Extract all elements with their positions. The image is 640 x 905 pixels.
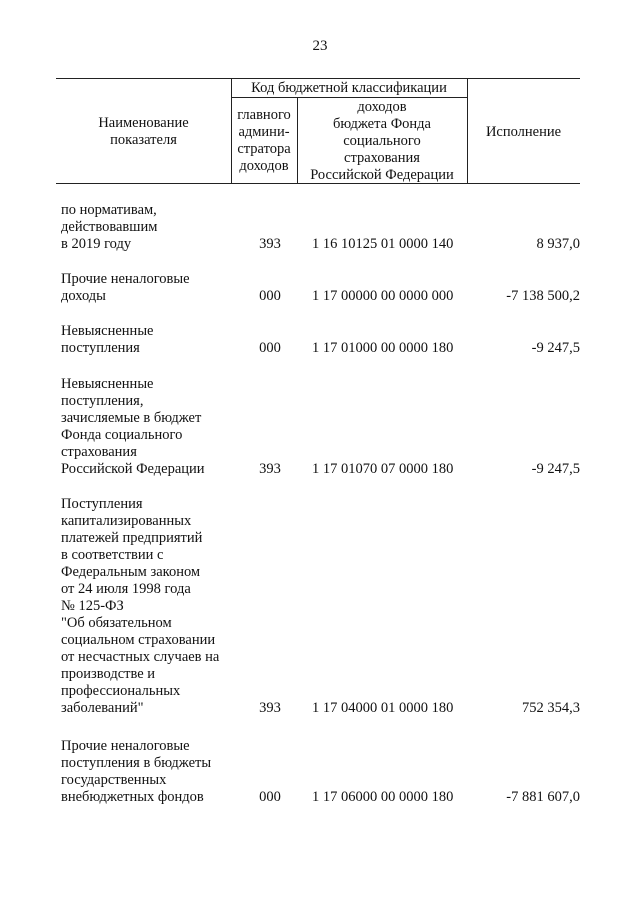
page-number: 23	[312, 38, 328, 54]
row-name-line: доходы	[61, 288, 106, 304]
row-execution-value: -9 247,5	[531, 340, 580, 356]
row-execution-value: 752 354,3	[522, 700, 580, 716]
row-execution-value: -9 247,5	[531, 461, 580, 477]
row-name-line: от 24 июля 1998 года	[61, 581, 191, 597]
header-admin-line: доходов	[239, 158, 289, 174]
row-name	[61, 496, 251, 717]
row-name	[61, 738, 251, 806]
row-classification-code: 1 17 00000 00 0000 000	[312, 288, 454, 304]
row-name-line: в 2019 году	[61, 236, 132, 252]
header-admin-line: стратора	[237, 141, 291, 157]
row-name-line: капитализированных	[61, 513, 192, 529]
header-income-line: страхования	[344, 149, 420, 166]
row-name	[61, 376, 251, 478]
row-name-line: поступления,	[61, 393, 144, 409]
row-name-line: Федеральным законом	[61, 564, 201, 580]
header-name-column	[56, 79, 231, 185]
row-name-line: заболеваний"	[61, 700, 144, 716]
header-admin-column	[231, 97, 297, 185]
row-name-line: государственных	[61, 772, 167, 788]
row-name-line: от несчастных случаев на	[61, 649, 220, 665]
row-name	[61, 271, 251, 305]
header-name-line: Наименование	[98, 115, 189, 131]
row-execution-value: -7 138 500,2	[506, 288, 580, 304]
row-admin-code: 393	[259, 461, 281, 477]
row-name-line: внебюджетных фондов	[61, 789, 204, 805]
row-name-line: страхования	[61, 444, 137, 460]
row-classification-code: 1 17 04000 01 0000 180	[312, 700, 454, 716]
row-name-line: № 125-ФЗ	[61, 598, 124, 614]
header-execution-column: Исполнение	[485, 123, 562, 140]
row-name-line: поступления	[61, 340, 140, 356]
row-name-line: Российской Федерации	[61, 461, 205, 477]
table-row	[0, 738, 640, 806]
row-execution-value: -7 881 607,0	[506, 789, 580, 805]
row-name-line: зачисляемые в бюджет	[61, 410, 202, 426]
row-admin-code: 000	[259, 789, 281, 805]
row-execution-value: 8 937,0	[536, 236, 580, 252]
row-name-line: Поступления	[61, 496, 143, 512]
row-name-line: "Об обязательном	[61, 615, 172, 631]
row-admin-code: 393	[259, 700, 281, 716]
row-admin-code: 000	[259, 288, 281, 304]
header-code-group: Код бюджетной классификации	[251, 79, 447, 96]
row-name-line: Фонда социального	[61, 427, 183, 443]
row-classification-code: 1 16 10125 01 0000 140	[312, 236, 454, 252]
header-admin-line: главного	[237, 107, 291, 123]
row-classification-code: 1 17 01000 00 0000 180	[312, 340, 454, 356]
header-income-line: доходов	[357, 98, 407, 115]
header-income-line: бюджета Фонда	[333, 115, 431, 132]
table-row	[0, 202, 640, 253]
header-name-line: показателя	[110, 132, 177, 148]
row-name-line: профессиональных	[61, 683, 181, 699]
row-name	[61, 323, 251, 357]
row-name-line: поступления в бюджеты	[61, 755, 212, 771]
table-header	[56, 78, 580, 184]
row-name-line: в соответствии с	[61, 547, 164, 563]
row-name-line: Невыясненные	[61, 323, 154, 339]
table-row	[0, 323, 640, 357]
table-row	[0, 496, 640, 717]
row-classification-code: 1 17 01070 07 0000 180	[312, 461, 454, 477]
header-income-column	[297, 97, 467, 185]
row-name-line: социальном страховании	[61, 632, 216, 648]
row-name-line: Невыясненные	[61, 376, 154, 392]
row-name-line: по нормативам,	[61, 202, 157, 218]
row-name-line: Прочие неналоговые	[61, 271, 190, 287]
header-admin-line: админи-	[238, 124, 290, 140]
table-row	[0, 376, 640, 478]
row-admin-code: 000	[259, 340, 281, 356]
row-name-line: производстве и	[61, 666, 156, 682]
row-name-line: Прочие неналоговые	[61, 738, 190, 754]
row-name	[61, 202, 251, 253]
row-name-line: платежей предприятий	[61, 530, 203, 546]
row-classification-code: 1 17 06000 00 0000 180	[312, 789, 454, 805]
header-income-line: Российской Федерации	[310, 166, 454, 183]
table-row	[0, 271, 640, 305]
row-admin-code: 393	[259, 236, 281, 252]
row-name-line: действовавшим	[61, 219, 158, 235]
header-income-line: социального	[343, 132, 421, 149]
